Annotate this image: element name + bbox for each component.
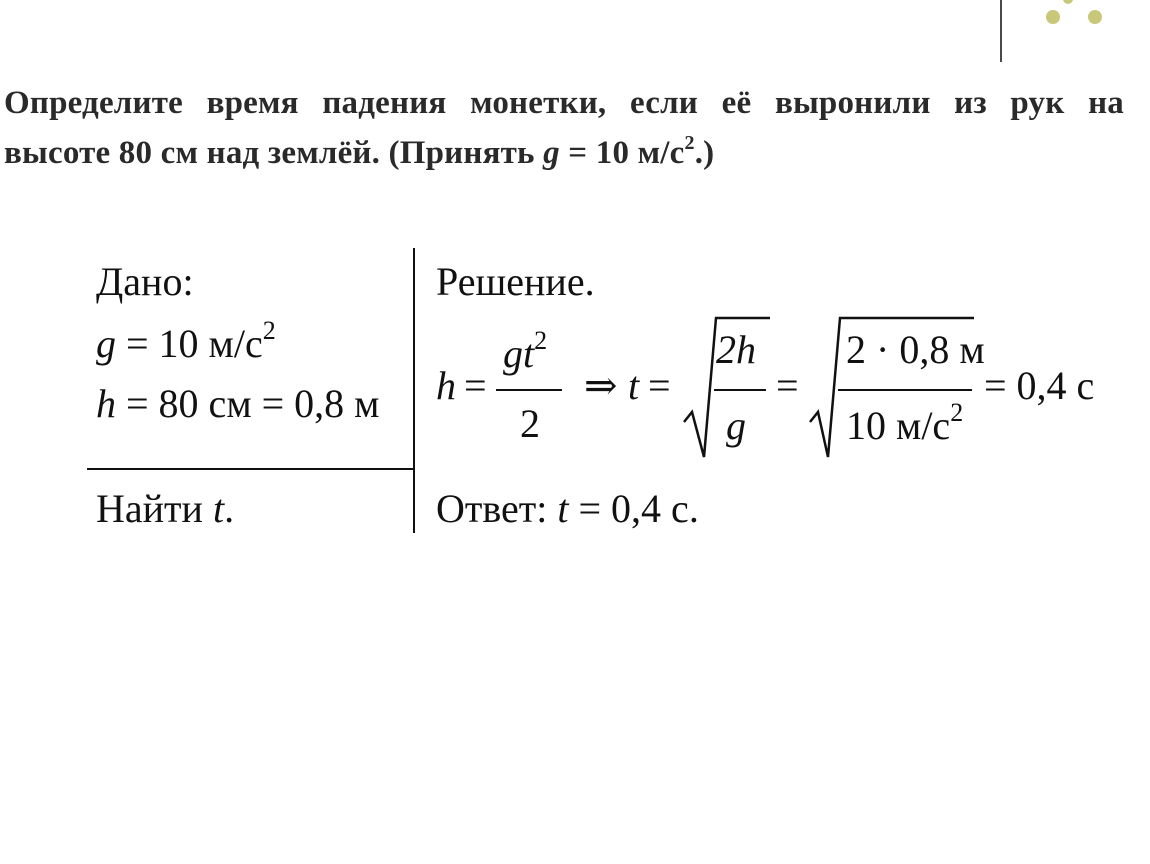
formula-num1-sup: 2 (534, 326, 548, 355)
formula-eq1: = (464, 363, 487, 408)
decoration-dot (1063, 0, 1073, 4)
find-label (96, 485, 234, 532)
formula-h (436, 362, 456, 409)
formula-num3: 2 · 0,8 м (846, 327, 985, 372)
given-h-var: h (96, 381, 116, 426)
formula-den3-sup: 2 (950, 398, 964, 427)
formula-den3 (846, 398, 964, 449)
formula-t (628, 362, 639, 409)
answer (436, 485, 699, 532)
problem-text: = 10 м/с (559, 135, 685, 171)
find-var: t (212, 486, 225, 531)
given-g-sup: 2 (262, 316, 276, 345)
given-g-value: = 10 м/с (116, 321, 263, 366)
formula-num1 (503, 326, 548, 377)
fraction-bar-3 (838, 389, 972, 391)
problem-text: высоте 80 см над землёй. (Принять (4, 135, 544, 171)
fraction-bar-1 (496, 389, 562, 391)
problem-line-2 (4, 128, 1124, 178)
formula-den3-text: 10 м/с (846, 403, 951, 448)
decoration-dot (1088, 10, 1102, 24)
formula-num1-text: gt (503, 331, 535, 376)
formula-num2 (716, 326, 756, 373)
formula-eq3: = (776, 363, 799, 408)
formula-h-var: h (436, 363, 456, 408)
problem-sup: 2 (684, 132, 695, 154)
formula-den1: 2 (520, 401, 540, 446)
formula-eq2: = (648, 363, 671, 408)
corner-decoration-line (1000, 0, 1002, 62)
find-text: Найти (96, 486, 213, 531)
given-g (96, 316, 276, 367)
table-horizontal-divider (87, 468, 414, 470)
problem-statement (4, 78, 1124, 178)
answer-label: Ответ: (436, 486, 558, 531)
formula-implies: ⇒ (584, 363, 618, 408)
given-title: Дано: (96, 259, 194, 304)
table-vertical-divider (413, 248, 415, 533)
fraction-bar-2 (714, 389, 766, 391)
problem-g-var: g (543, 135, 560, 171)
formula-num2-text: 2h (716, 327, 756, 372)
given-g-var: g (96, 321, 116, 366)
problem-text: .) (694, 135, 715, 171)
find-dot: . (224, 486, 235, 531)
answer-var: t (557, 486, 569, 531)
formula-result: = 0,4 с (984, 363, 1095, 408)
formula-t-var: t (628, 363, 640, 408)
given-h (96, 380, 380, 427)
problem-line-1: Определите время падения монетки, если её выронили из рук на (4, 85, 1124, 121)
formula-den2 (726, 402, 746, 449)
solution-title: Решение. (436, 259, 595, 304)
given-h-value: = 80 см = 0,8 м (116, 381, 380, 426)
answer-value: = 0,4 с. (568, 486, 699, 531)
decoration-dot (1046, 10, 1060, 24)
formula-den2-text: g (726, 403, 746, 448)
